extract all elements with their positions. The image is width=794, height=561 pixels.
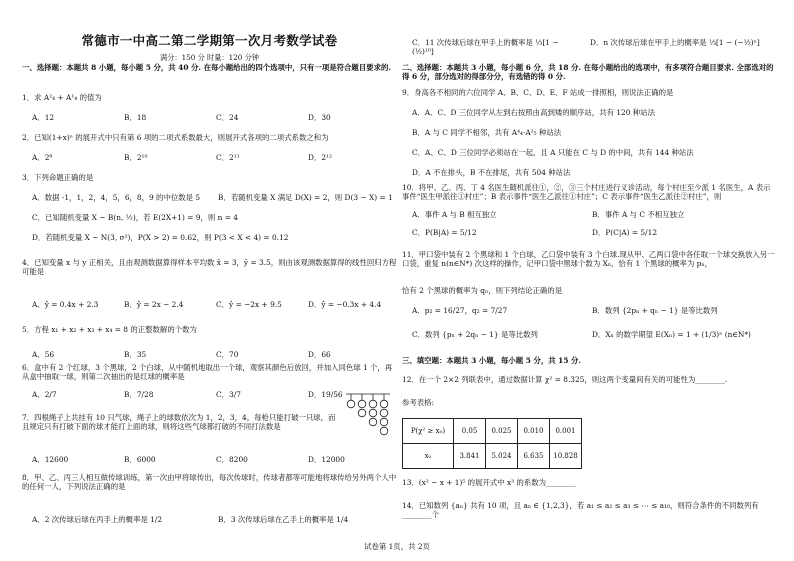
- option-b: B．事件 A 与 C 不相互独立: [592, 210, 685, 219]
- question-8-option-c: C．11 次传球后球在甲手上的概率是 ⅓[1 − (½)¹⁰]: [412, 38, 559, 57]
- question-4-options: [32, 300, 397, 309]
- table-cell: 6.635: [518, 444, 550, 469]
- question-8-option-a: A．2 次传球后球在丙手上的概率是 1/2: [32, 515, 163, 524]
- option-d: D．2¹²: [308, 153, 332, 162]
- option-a: A．56: [32, 350, 55, 359]
- option-c: C．3/7: [216, 390, 241, 399]
- table-cell: 0.05: [454, 419, 486, 444]
- question-3: 3．下列命题正确的是: [22, 173, 94, 182]
- question-11: 11．甲口袋中装有 2 个黑球和 1 个白球，乙口袋中装有 3 个白球.现从甲、乙两口袋中各任取一个球交换放入另一口袋，重复 n(n∈N*) 次这样的操作，记甲口袋中黑球个数为 Xₙ，恰有 1 个黑球的概率为 pₙ，: [402, 250, 775, 269]
- question-10-options-row-2: [412, 228, 777, 237]
- question-11-option-a: A．p₂ = 16/27，q₂ = 7/27: [412, 306, 508, 315]
- question-9-option-b: B．A 与 C 同学不相邻，共有 A⁴₄·A²₅ 种站法: [412, 128, 562, 137]
- option-c: C．2¹¹: [216, 153, 240, 162]
- page-footer: 试卷第 1页，共 2页: [364, 542, 430, 551]
- option-a: A．12600: [32, 455, 69, 464]
- question-11-option-c: C．数列 {pₙ + 2qₙ − 1} 是等比数列: [412, 330, 538, 339]
- question-1-options: [32, 113, 397, 122]
- table-cell: 0.025: [486, 419, 518, 444]
- reference-table-label: 参考表格:: [402, 398, 435, 407]
- section-two-heading: 二、选择题：本题共 3 小题，每小题 6 分，共 18 分. 在每小题给出的选项中，有多项符合题目要求. 全部选对的得 6 分，部分选对的得部分分，有选错的得 0 分.: [402, 63, 774, 82]
- question-8-option-b: B．3 次传球后球在乙手上的概率是 1/4: [218, 515, 349, 524]
- table-header-cell: P(χ² ≥ x₀): [403, 419, 454, 444]
- option-b: B．6000: [124, 455, 156, 464]
- option-d: D．ŷ = −0.3x + 4.4: [308, 300, 382, 309]
- table-row: [403, 419, 582, 444]
- question-11-option-d: D．Xₙ 的数学期望 E(Xₙ) = 1 + (1/3)ⁿ (n∈N*): [592, 330, 751, 339]
- table-cell: 0.001: [550, 419, 582, 444]
- question-6-options: [32, 390, 397, 399]
- option-c: C．70: [216, 350, 239, 359]
- question-3-option-a: A．数据 -1，1，2，4，5，6，8，9 的中位数是 5: [32, 193, 201, 202]
- question-3-option-c: C．已知随机变量 X ~ B(n, ½)，若 E(2X+1) = 9，则 n = 4: [32, 213, 238, 222]
- option-d: D．66: [308, 350, 331, 359]
- question-7-options: [32, 455, 397, 464]
- question-12: 12．在一个 2×2 列联表中，通过数据计算 χ² = 8.325，则这两个变量间有关的可能性为________.: [402, 375, 728, 384]
- question-9-option-a: A．A、C、D 三位同学从左到右按照由高到矮的顺序站，共有 120 种站法: [412, 108, 655, 117]
- question-1: 1．求 A²₄ + A¹₄ 的值为: [22, 93, 102, 102]
- table-cell: 5.024: [486, 444, 518, 469]
- option-d: D．12000: [308, 455, 345, 464]
- question-7: 7．四根绳子上共挂有 10 只气球，绳子上的球数依次为 1，2，3，4，每枪只能打破一只球，而且规定只有打破下面的球才能打上面的球，则将这些气球都打破的不同打法数是: [22, 413, 336, 432]
- option-c: C．24: [216, 113, 239, 122]
- option-a: A．2⁸: [32, 153, 53, 162]
- option-b: B．35: [124, 350, 147, 359]
- question-9-option-c: C．A、C、D 三位同学必须站在一起，且 A 只能在 C 与 D 的中间，共有 144 种站法: [412, 148, 694, 157]
- page-title: 常德市一中高二第二学期第一次月考数学试卷: [81, 33, 338, 48]
- question-8-option-d: D．n 次传球后球在甲手上的概率是 ⅓[1 − (−½)ⁿ]: [590, 38, 760, 47]
- question-2: 2．已知(1+x)ⁿ 的展开式中只有第 6 项的二项式系数最大，则展开式各项的二项式系数之和为: [22, 133, 329, 142]
- question-3-option-b: B．若随机变量 X 满足 D(X) = 2，则 D(3 − X) = 1: [218, 193, 393, 202]
- option-b: B．7/28: [124, 390, 154, 399]
- option-c: C．P(B|A) = 5/12: [412, 228, 477, 237]
- option-a: A．ŷ = 0.4x + 2.3: [32, 300, 99, 309]
- question-10: 10．将甲、乙、丙、丁 4 名医生随机派往①，②，③三个村庄进行义诊活动，每个村庄至少派 1 名医生，A 表示事件“医生甲派往①村庄”；B 表示事件“医生乙派往①村庄”；C 表示事件“医生乙派往②村庄”，则: [402, 183, 771, 202]
- reference-table: [402, 418, 582, 469]
- question-5-options: [32, 350, 397, 359]
- table-row: [403, 444, 582, 469]
- balloon-strings-diagram: [344, 392, 392, 454]
- question-13: 13．(x² − x + 1)⁵ 的展开式中 x³ 的系数为________: [402, 478, 576, 487]
- exam-meta: 满分：150 分 时量：120 分钟: [160, 53, 259, 62]
- table-header-cell: x₀: [403, 444, 454, 469]
- option-d: D．19/56: [308, 390, 343, 399]
- section-one-heading: 一、选择题：本题共 8 小题，每小题 5 分，共 40 分. 在每小题给出的四个选项中，只有一项是符合题目要求的.: [22, 63, 391, 72]
- question-5: 5．方程 x₁ + x₂ + x₃ + x₄ = 8 的正整数解的个数为: [22, 325, 197, 334]
- question-11-continued: 恰有 2 个黑球的概率为 qₙ，则下列结论正确的是: [402, 286, 563, 295]
- question-2-options: [32, 153, 397, 162]
- question-11-option-b: B．数列 {2pₙ + qₙ − 1} 是等比数列: [592, 306, 718, 315]
- question-14: 14．已知数列 {aₙ} 共有 10 项，且 aₙ ∈ {1,2,3}，若 a₁ ≤ a₂ ≤ a₃ ≤ ⋯ ≤ a₁₀，则符合条件的不同数列有________个: [402, 501, 759, 520]
- question-6: 6．盒中有 2 个红球，3 个黑球，2 个白球，从中随机地取出一个球，观察其颜色后放回，并加入同色球 1 个，再从盒中抽取一球，则第二次抽出的是红球的概率是: [22, 363, 393, 382]
- question-10-options-row-1: [412, 210, 777, 219]
- question-3-option-d: D．若随机变量 X ~ N(3, σ²)，P(X > 2) = 0.62，则 P(3 < X < 4) = 0.12: [32, 233, 289, 242]
- option-b: B．ŷ = 2x − 2.4: [124, 300, 184, 309]
- option-a: A．12: [32, 113, 55, 122]
- table-cell: 10.828: [550, 444, 582, 469]
- option-b: B．18: [124, 113, 147, 122]
- option-b: B．2¹⁰: [124, 153, 148, 162]
- option-d: D．P(C|A) = 5/12: [592, 228, 658, 237]
- question-4: 4．已知变量 x 与 y 正相关，且由观测数据算得样本平均数 x̄ = 3，ȳ = 3.5，则由该观测数据算得的线性回归方程可能是: [22, 258, 397, 277]
- option-d: D．30: [308, 113, 331, 122]
- table-cell: 3.841: [454, 444, 486, 469]
- table-cell: 0.010: [518, 419, 550, 444]
- section-three-heading: 三、填空题：本题共 3 小题，每小题 5 分，共 15 分.: [402, 356, 582, 365]
- question-9-option-d: D．A 不在排头，B 不在排尾，共有 504 种站法: [412, 168, 571, 177]
- question-8: 8．甲、乙、丙三人相互做传球训练，第一次由甲将球传出，每次传球时，传球者都等可能地将球传给另外两个人中的任何一人，下列说法正确的是: [22, 473, 397, 492]
- option-c: C．8200: [216, 455, 248, 464]
- option-a: A．事件 A 与 B 相互独立: [412, 210, 497, 219]
- question-9: 9．身高各不相同的六位同学 A、B、C、D、E、F 站成一排照相，则说法正确的是: [402, 88, 674, 97]
- option-c: C．ŷ = −2x + 9.5: [216, 300, 282, 309]
- option-a: A．2/7: [32, 390, 57, 399]
